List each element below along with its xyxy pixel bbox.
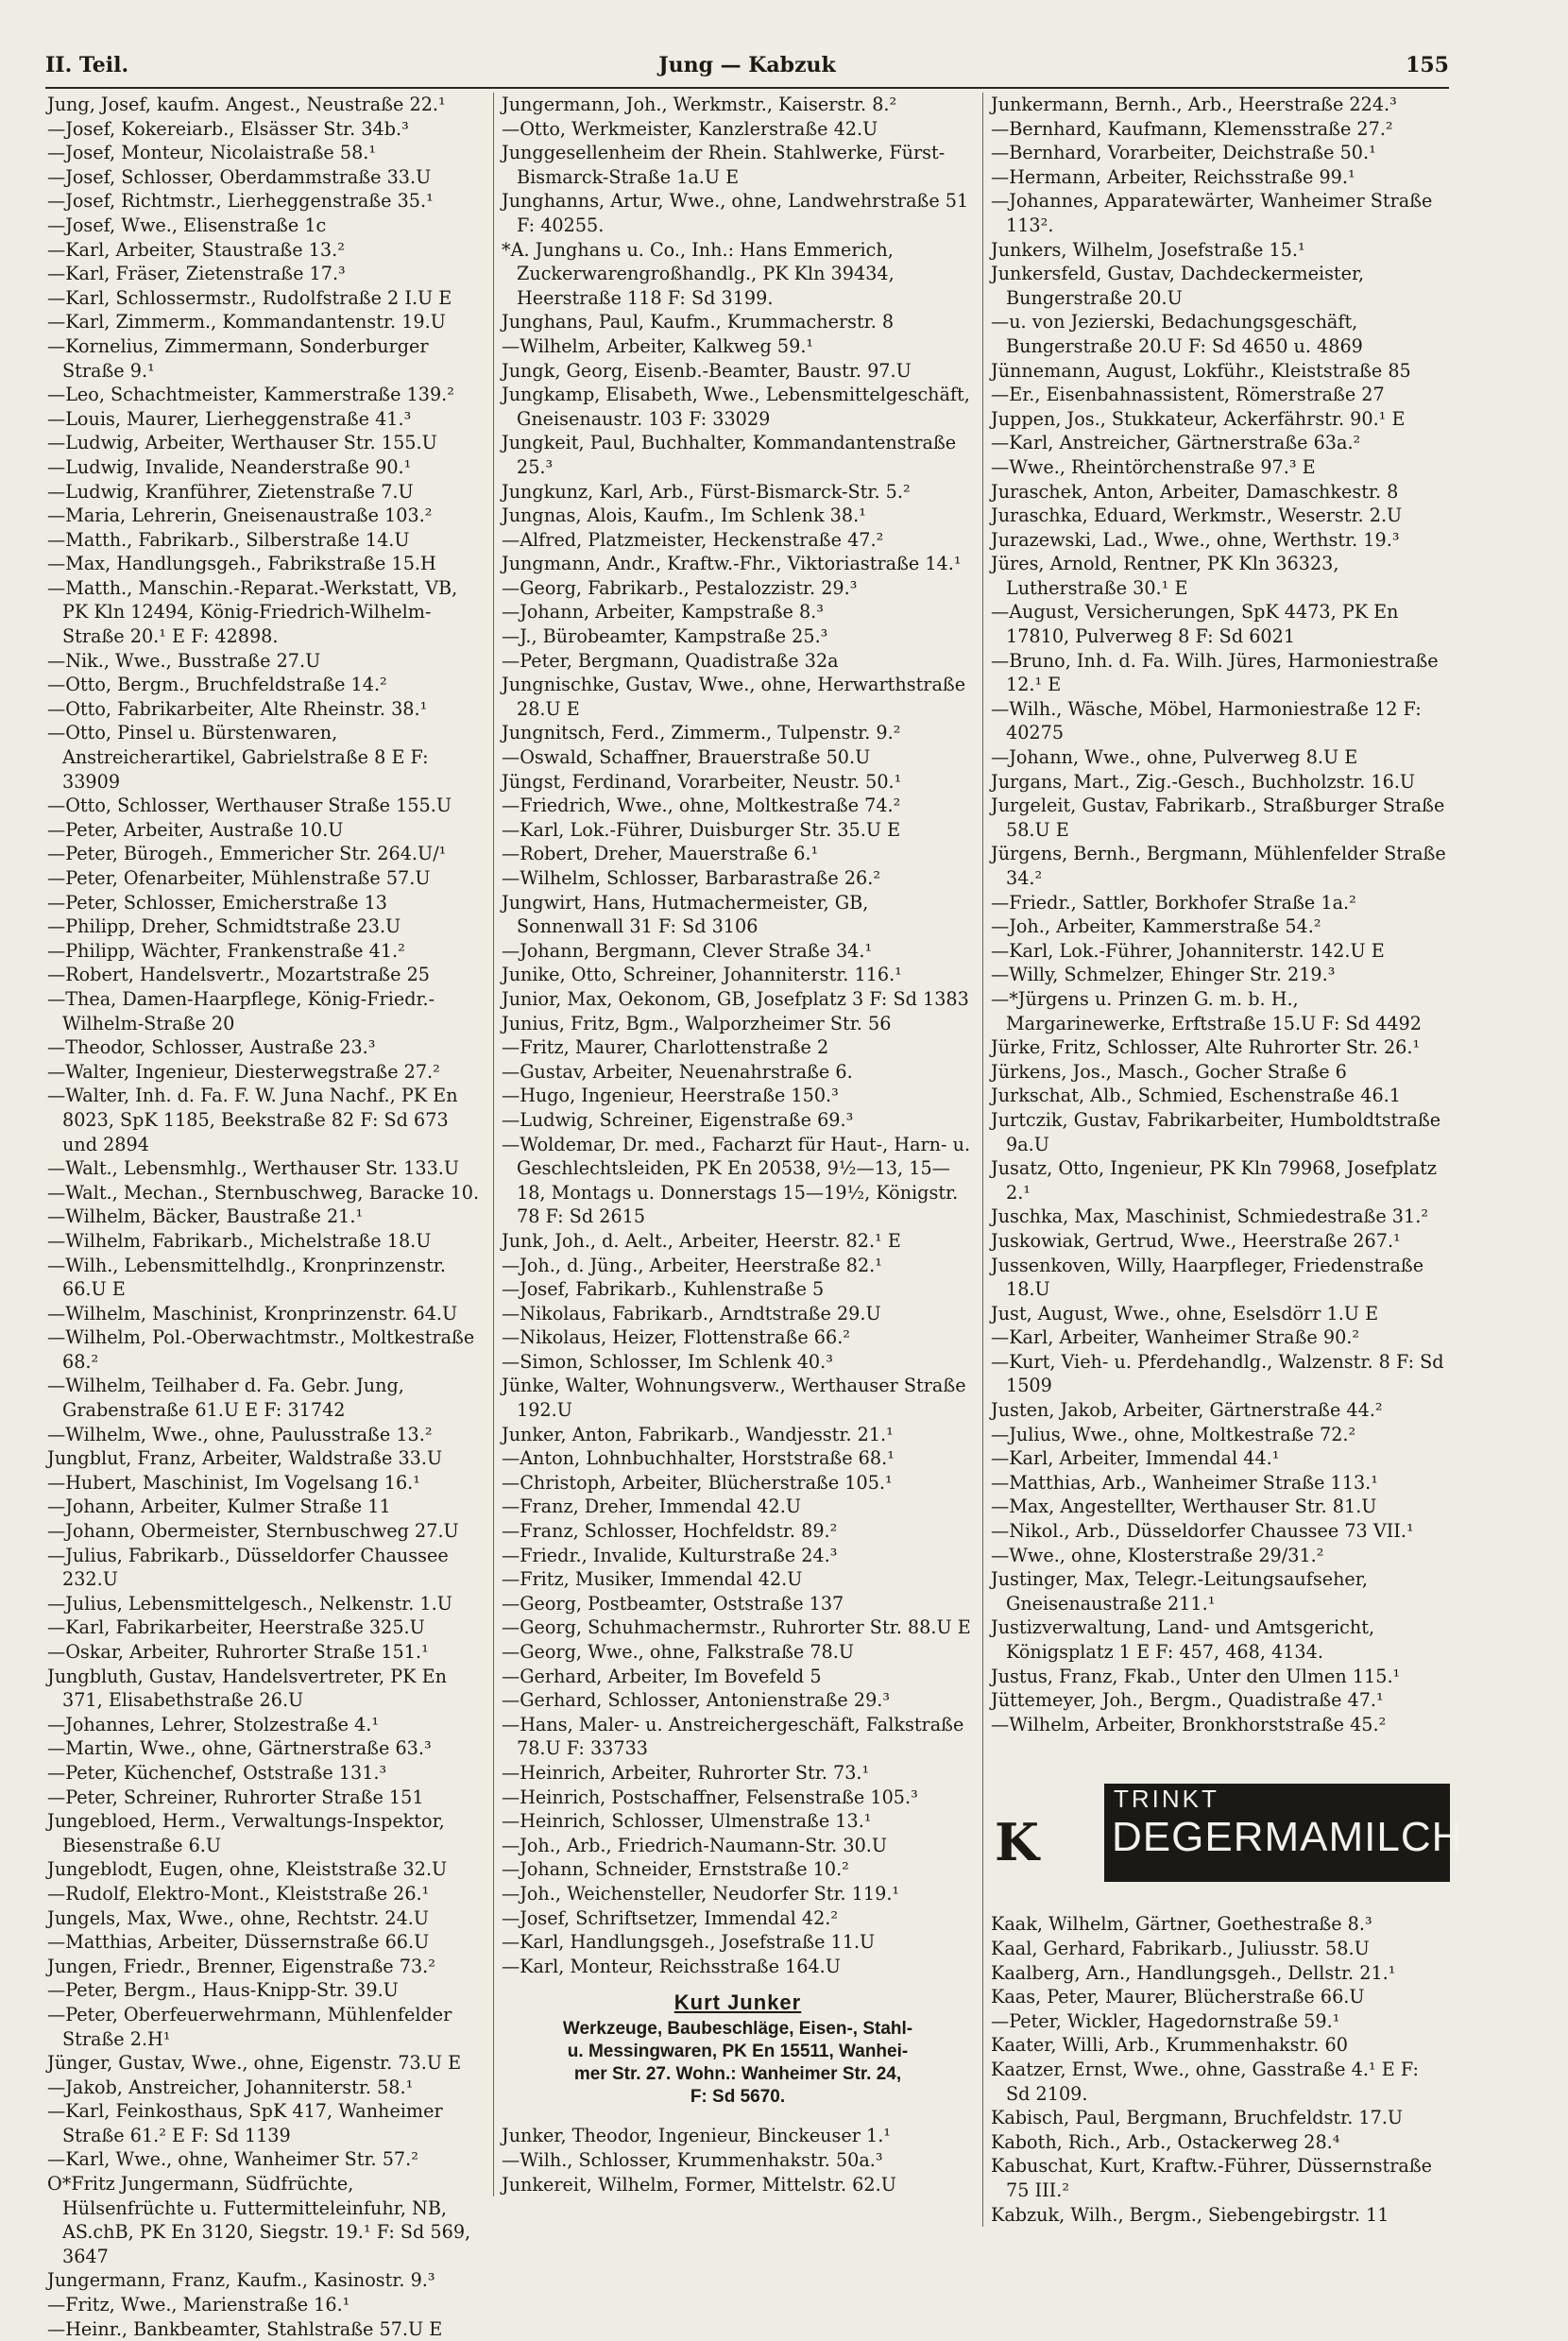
directory-entry: —Friedr., Invalide, Kulturstraße 24.³ [502, 1544, 838, 1566]
directory-entry: —Johann, Obermeister, Sternbuschweg 27.U [47, 1520, 459, 1543]
column-2 [493, 93, 974, 2196]
directory-entry: —Peter, Bergmann, Quadistraße 32a [502, 649, 839, 672]
directory-entry: —Peter, Schreiner, Ruhrorter Straße 151 [47, 1786, 424, 1808]
directory-entry: Jürgens, Bernh., Bergmann, Mühlenfelder Straße 34.² [991, 843, 1446, 889]
directory-entry: Juppen, Jos., Stukkateur, Ackerfährstr. 90.¹ E [991, 407, 1406, 430]
directory-entry: —Julius, Wwe., ohne, Moltkestraße 72.² [991, 1423, 1356, 1445]
directory-entry: —Otto, Werkmeister, Kanzlerstraße 42.U [502, 117, 878, 140]
directory-entry: Jungermann, Franz, Kaufm., Kasinostr. 9.³ [47, 2269, 435, 2292]
directory-entry: Junkersfeld, Gustav, Dachdeckermeister, Bungerstraße 20.U [991, 263, 1365, 309]
directory-entry: Jungk, Georg, Eisenb.-Beamter, Baustr. 97.U [502, 359, 912, 382]
directory-entry: Kabuschat, Kurt, Kraftw.-Führer, Düssernstraße 75 III.² [991, 2155, 1433, 2201]
directory-entry: —Josef, Kokereiarb., Elsässer Str. 34b.³ [47, 117, 409, 140]
directory-entry: —Friedr., Sattler, Borkhofer Straße 1a.² [991, 891, 1356, 914]
directory-entry: O*Fritz Jungermann, Südfrüchte, Hülsenfrüchte u. Futtermitteleinfuhr, NB, AS.chB, PK En 3120, Siegstr. 19.¹ F: Sd 569, 3647 [47, 2173, 471, 2267]
directory-entry: —Johann, Schneider, Ernststraße 10.² [502, 1858, 849, 1881]
directory-entry: —Wilhelm, Bäcker, Baustraße 21.¹ [47, 1205, 364, 1228]
directory-entry: —Wilhelm, Fabrikarb., Michelstraße 18.U [47, 1229, 432, 1252]
directory-entry: —Joh., Weichensteller, Neudorfer Str. 119.¹ [502, 1882, 900, 1905]
directory-entry: Jungebloed, Herm., Verwaltungs-Inspektor, Biesenstraße 6.U [47, 1810, 445, 1856]
directory-entry: —Bernhard, Vorarbeiter, Deichstraße 50.¹ [991, 142, 1376, 164]
directory-entry: Kaater, Willi, Arb., Krummenhakstr. 60 [991, 2034, 1348, 2057]
directory-entry: Jungkeit, Paul, Buchhalter, Kommandantenstraße 25.³ [502, 432, 957, 478]
directory-entry: Jungermann, Joh., Werkmstr., Kaiserstr. 8.² [502, 94, 897, 115]
directory-entry: —Josef, Wwe., Elisenstraße 1c [47, 214, 327, 236]
directory-entry: —Rudolf, Elektro-Mont., Kleiststraße 26.¹ [47, 1882, 430, 1905]
directory-entry: —Johannes, Lehrer, Stolzestraße 4.¹ [47, 1713, 380, 1735]
directory-entry: —Heinrich, Arbeiter, Ruhrorter Str. 73.¹ [502, 1761, 870, 1784]
directory-entry: Jürke, Fritz, Schlosser, Alte Ruhrorter Str. 26.¹ [991, 1036, 1421, 1059]
directory-entry: —Alfred, Platzmeister, Heckenstraße 47.² [502, 528, 884, 551]
directory-entry: —Julius, Lebensmittelgesch., Nelkenstr. 1.U [47, 1592, 452, 1615]
directory-entry: Kabisch, Paul, Bergmann, Bruchfeldstr. 17.U [991, 2107, 1404, 2129]
directory-entry: Jungwirt, Hans, Hutmachermeister, GB, Sonnenwall 31 F: Sd 3106 [502, 891, 869, 938]
directory-entry: —Josef, Schriftsetzer, Immendal 42.² [502, 1906, 839, 1929]
directory-entry: Jüngst, Ferdinand, Vorarbeiter, Neustr. 50.¹ [502, 770, 902, 793]
directory-entry: Juraschka, Eduard, Werkmstr., Weserstr. 2.U [991, 504, 1403, 527]
directory-entry: —Gerhard, Arbeiter, Im Bovefeld 5 [502, 1665, 822, 1687]
directory-entry: —Joh., Arbeiter, Kammerstraße 54.² [991, 915, 1321, 938]
directory-entry: —Georg, Wwe., ohne, Falkstraße 78.U [502, 1641, 855, 1663]
directory-entry: Junker, Theodor, Ingenieur, Binckeuser 1.¹ [502, 2125, 892, 2147]
directory-entry: Justinger, Max, Telegr.-Leitungsaufseher, Gneisenaustraße 211.¹ [991, 1568, 1368, 1615]
directory-entry: —Josef, Schlosser, Oberdammstraße 33.U [47, 165, 432, 188]
directory-entry: —J., Bürobeamter, Kampstraße 25.³ [502, 625, 828, 648]
directory-entry: Junggesellenheim der Rhein. Stahlwerke, Fürst-Bismarck-Straße 1a.U E [502, 142, 946, 188]
directory-entry: —Julius, Fabrikarb., Düsseldorfer Chaussee 232.U [47, 1544, 449, 1591]
directory-entry: —Nikolaus, Heizer, Flottenstraße 66.² [502, 1326, 851, 1349]
directory-entry: Kaatzer, Ernst, Wwe., ohne, Gasstraße 4.¹ E F: Sd 2109. [991, 2058, 1419, 2105]
directory-entry: —Franz, Dreher, Immendal 42.U [502, 1495, 801, 1518]
directory-entry: —Hermann, Arbeiter, Reichsstraße 99.¹ [991, 165, 1355, 188]
directory-entry: Jung, Josef, kaufm. Angest., Neustraße 22.¹ [47, 94, 446, 115]
directory-entry: Jüres, Arnold, Rentner, PK Kln 36323, Lutherstraße 30.¹ E [991, 553, 1339, 599]
directory-entry: Jussenkoven, Willy, Haarpfleger, Friedenstraße 18.U [991, 1254, 1424, 1301]
directory-entry: —Matth., Manschin.-Reparat.-Werkstatt, VB, PK Kln 12494, König-Friedrich-Wilhelm-Straße 20.¹ E F: 42898. [47, 576, 458, 648]
directory-entry: —*Jürgens u. Prinzen G. m. b. H., Margarinewerke, Erftstraße 15.U F: Sd 4492 [991, 987, 1422, 1034]
directory-entry: —Leo, Schachtmeister, Kammerstraße 139.² [47, 384, 454, 406]
directory-entry: —Hans, Maler- u. Anstreichergeschäft, Falkstraße 78.U F: 33733 [502, 1713, 964, 1760]
directory-entry: —Karl, Wwe., ohne, Wanheimer Str. 57.² [47, 2148, 418, 2171]
directory-entry: —Gerhard, Schlosser, Antonienstraße 29.³ [502, 1689, 891, 1712]
directory-entry: Junghanns, Artur, Wwe., ohne, Landwehrstraße 51 F: 40255. [502, 190, 969, 236]
directory-entry: Jungkunz, Karl, Arb., Fürst-Bismarck-Str. 5.² [502, 480, 911, 503]
ad-line: mer Str. 27. Wohn.: Wanheimer Str. 24, [573, 2064, 902, 2085]
directory-entry: Jurgeleit, Gustav, Fabrikarb., Straßburger Straße 58.U E [991, 795, 1445, 841]
directory-entry: —Ludwig, Kranführer, Zietenstraße 7.U [47, 480, 414, 503]
directory-entry: —Matth., Fabrikarb., Silberstraße 14.U [47, 528, 410, 551]
directory-entry: Justizverwaltung, Land- und Amtsgericht, Königsplatz 1 E F: 457, 468, 4134. [991, 1616, 1375, 1663]
directory-entry: —Peter, Arbeiter, Austraße 10.U [47, 818, 344, 841]
directory-entry: —Wilhelm, Pol.-Oberwachtmstr., Moltkestraße 68.² [47, 1326, 475, 1373]
directory-entry: —Oskar, Arbeiter, Ruhrorter Straße 151.¹ [47, 1641, 429, 1663]
directory-entry: —Heinrich, Postschaffner, Felsenstraße 105.³ [502, 1786, 918, 1808]
directory-entry: —Ludwig, Schreiner, Eigenstraße 69.³ [502, 1108, 854, 1131]
directory-entry: —Peter, Ofenarbeiter, Mühlenstraße 57.U [47, 867, 431, 889]
directory-entry: Just, August, Wwe., ohne, Eselsdörr 1.U E [991, 1302, 1379, 1324]
directory-entry: —Philipp, Dreher, Schmidtstraße 23.U [47, 915, 401, 938]
ad-line: F: Sd 5670. [690, 2087, 786, 2108]
directory-entry: Kaak, Wilhelm, Gärtner, Goethestraße 8.³ [991, 1913, 1372, 1936]
directory-entry: —Matthias, Arb., Wanheimer Straße 113.¹ [991, 1471, 1378, 1494]
directory-entry: —Louis, Maurer, Lierheggenstraße 41.³ [47, 407, 412, 430]
directory-entry: —Karl, Arbeiter, Wanheimer Straße 90.² [991, 1326, 1360, 1349]
directory-entry: —Walt., Lebensmhlg., Werthauser Str. 133.U [47, 1157, 460, 1180]
directory-entry: Kaalberg, Arn., Handlungsgeh., Dellstr. 21.¹ [991, 1961, 1396, 1984]
directory-entry: —Josef, Richtmstr., Lierheggenstraße 35.¹ [47, 190, 434, 213]
directory-entry: —Peter, Oberfeuerwehrmann, Mühlenfelder Straße 2.H¹ [47, 2003, 452, 2050]
directory-entry: —Max, Angestellter, Werthauser Str. 81.U [991, 1495, 1377, 1518]
directory-entry: —Johannes, Apparatewärter, Wanheimer Straße 113². [991, 190, 1433, 236]
directory-entry: —Karl, Anstreicher, Gärtnerstraße 63a.² [991, 432, 1361, 454]
directory-entry: —Willy, Schmelzer, Ehinger Str. 219.³ [991, 964, 1336, 986]
directory-entry: —Franz, Schlosser, Hochfeldstr. 89.² [502, 1520, 838, 1543]
directory-entry: Juskowiak, Gertrud, Wwe., Heerstraße 267.¹ [991, 1229, 1401, 1252]
degermamilch-advertisement [991, 1784, 1463, 1888]
directory-entry: —Thea, Damen-Haarpflege, König-Friedr.-Wilhelm-Straße 20 [47, 987, 435, 1034]
directory-entry: —Johann, Bergmann, Clever Straße 34.¹ [502, 939, 873, 962]
directory-entry: —Max, Handlungsgeh., Fabrikstraße 15.H [47, 553, 436, 575]
directory-entry: Jünke, Walter, Wohnungsverw., Werthauser Straße 192.U [502, 1375, 966, 1422]
directory-entry: —Fritz, Wwe., Marienstraße 16.¹ [47, 2294, 350, 2316]
directory-entry: —Peter, Wickler, Hagedornstraße 59.¹ [991, 2009, 1340, 2032]
directory-entry: Junker, Anton, Fabrikarb., Wandjesstr. 21.¹ [502, 1423, 894, 1445]
directory-entry: —Georg, Schuhmachermstr., Ruhrorter Str. 88.U E [502, 1616, 971, 1639]
directory-entry: —Josef, Monteur, Nicolaistraße 58.¹ [47, 142, 377, 164]
directory-entry: —Otto, Pinsel u. Bürstenwaren, Anstreicherartikel, Gabrielstraße 8 E F: 33909 [47, 722, 429, 793]
directory-entry: —Wwe., ohne, Klosterstraße 29/31.² [991, 1544, 1324, 1566]
directory-entry: —Johann, Arbeiter, Kulmer Straße 11 [47, 1495, 391, 1518]
directory-entry: —Walt., Mechan., Sternbuschweg, Baracke 10. [47, 1181, 480, 1204]
directory-entry: —Jakob, Anstreicher, Johanniterstr. 58.¹ [47, 2076, 414, 2098]
ad-brand-name: DEGERMAMILCH [1112, 1814, 1463, 1861]
directory-entry: Juschka, Max, Maschinist, Schmiedestraße 31.² [991, 1205, 1429, 1228]
directory-entry: Jungnischke, Gustav, Wwe., ohne, Herwarthstraße 28.U E [502, 674, 966, 720]
directory-entry: Jurtczik, Gustav, Fabrikarbeiter, Humboldtstraße 9a.U [991, 1108, 1441, 1155]
ad-line: Werkzeuge, Baubeschläge, Eisen-, Stahl- [562, 2019, 913, 2040]
directory-entry: —Er., Eisenbahnassistent, Römerstraße 27 [991, 384, 1385, 406]
directory-entry: Junkermann, Bernh., Arb., Heerstraße 224.³ [991, 94, 1397, 115]
directory-entry: —Karl, Arbeiter, Immendal 44.¹ [991, 1447, 1280, 1470]
directory-entry: —Ludwig, Arbeiter, Werthauser Str. 155.U [47, 432, 437, 454]
directory-entry: —Karl, Schlossermstr., Rudolfstraße 2 I.U E [47, 286, 452, 309]
column-1 [47, 93, 480, 2341]
directory-entry: —Johann, Wwe., ohne, Pulverweg 8.U E [991, 746, 1358, 769]
kurt-junker-advertisement [502, 1991, 974, 2109]
directory-entry: Jungen, Friedr., Brenner, Eigenstraße 73.² [47, 1955, 435, 1977]
directory-entry: Kaas, Peter, Maurer, Blücherstraße 66.U [991, 1986, 1365, 2008]
directory-entry: —Karl, Fräser, Zietenstraße 17.³ [47, 263, 346, 285]
directory-entry: Kaal, Gerhard, Fabrikarb., Juliusstr. 58.U [991, 1937, 1370, 1959]
directory-entry: —Bernhard, Kaufmann, Klemensstraße 27.² [991, 117, 1393, 140]
directory-entry: Junk, Joh., d. Aelt., Arbeiter, Heerstr. 82.¹ E [502, 1229, 901, 1252]
directory-entry: Jungmann, Andr., Kraftw.-Fhr., Viktoriastraße 14.¹ [502, 553, 962, 575]
directory-entry: —Otto, Fabrikarbeiter, Alte Rheinstr. 38.¹ [47, 697, 428, 720]
directory-entry: —Hugo, Ingenieur, Heerstraße 150.³ [502, 1085, 839, 1107]
part-label: II. Teil. [45, 53, 129, 77]
directory-entry: Jungnas, Alois, Kaufm., Im Schlenk 38.¹ [502, 504, 866, 527]
ad-banner [1104, 1784, 1463, 1882]
directory-entry: Jurkschat, Alb., Schmied, Eschenstraße 46.1 [991, 1085, 1401, 1107]
column-3 [982, 93, 1463, 2227]
directory-entry: —Karl, Monteur, Reichsstraße 164.U [502, 1955, 841, 1977]
directory-entry: Jürkens, Jos., Masch., Gocher Straße 6 [991, 1060, 1347, 1083]
directory-entry: —Heinr., Bankbeamter, Stahlstraße 57.U E [47, 2317, 443, 2340]
ad-slogan: TRINKT [1114, 1785, 1219, 1814]
directory-entry: —Theodor, Schlosser, Austraße 23.³ [47, 1036, 376, 1059]
directory-entry: —Martin, Wwe., ohne, Gärtnerstraße 63.³ [47, 1737, 432, 1760]
directory-entry: —Bruno, Inh. d. Fa. Wilh. Jüres, Harmoniestraße 12.¹ E [991, 649, 1439, 696]
directory-entry: —August, Versicherungen, SpK 4473, PK En 17810, Pulverweg 8 F: Sd 6021 [991, 601, 1399, 648]
directory-entry: —Robert, Dreher, Mauerstraße 6.¹ [502, 843, 819, 865]
page-header [45, 49, 1449, 89]
directory-entry: —Woldemar, Dr. med., Facharzt für Haut-, Harn- u. Geschlechtsleiden, PK En 20538, 9½—13, 15—18, Montags u. Donnerstags 15—19½, Königstr. 78 F: Sd 2615 [502, 1133, 971, 1228]
directory-entry: —Fritz, Musiker, Immendal 42.U [502, 1568, 803, 1591]
ad-company-name: Kurt Junker [673, 1991, 802, 2015]
directory-entry: Jungels, Max, Wwe., ohne, Rechtstr. 24.U [47, 1906, 430, 1929]
directory-entry: —Wilh., Schlosser, Krummenhakstr. 50a.³ [502, 2148, 883, 2171]
directory-entry: —Georg, Postbeamter, Oststraße 137 [502, 1592, 844, 1615]
directory-entry: Justus, Franz, Fkab., Unter den Ulmen 115.¹ [991, 1665, 1401, 1687]
directory-entry: —Wilhelm, Wwe., ohne, Paulusstraße 13.² [47, 1423, 433, 1445]
directory-entry: —Peter, Bürogeh., Emmericher Str. 264.U/¹ [47, 843, 447, 865]
directory-entry: —Peter, Küchenchef, Oststraße 131.³ [47, 1761, 387, 1784]
directory-entry: —Karl, Handlungsgeh., Josefstraße 11.U [502, 1931, 876, 1954]
directory-entry: *A. Junghans u. Co., Inh.: Hans Emmerich, Zuckerwarengroßhandlg., PK Kln 39434, Heerstraße 118 F: Sd 3199. [502, 238, 895, 309]
directory-entry: —Karl, Arbeiter, Staustraße 13.² [47, 238, 345, 261]
directory-entry: Jünger, Gustav, Wwe., ohne, Eigenstr. 73.U E [47, 2052, 462, 2075]
directory-entry: Kaboth, Rich., Arb., Ostackerweg 28.⁴ [991, 2130, 1340, 2153]
directory-entry: Jusatz, Otto, Ingenieur, PK Kln 79968, Josefplatz 2.¹ [991, 1157, 1438, 1204]
directory-entry: —Heinrich, Schlosser, Ulmenstraße 13.¹ [502, 1810, 872, 1833]
directory-entry: Justen, Jakob, Arbeiter, Gärtnerstraße 44.² [991, 1399, 1383, 1422]
directory-entry: —Johann, Arbeiter, Kampstraße 8.³ [502, 601, 824, 624]
directory-entry: —Wilhelm, Arbeiter, Bronkhorststraße 45.² [991, 1713, 1387, 1735]
directory-entry: Junghans, Paul, Kaufm., Krummacherstr. 8 [502, 311, 895, 333]
directory-entry: —Gustav, Arbeiter, Neuenahrstraße 6. [502, 1060, 853, 1083]
range-title: Jung — Kabzuk [658, 53, 836, 77]
directory-entry: —u. von Jezierski, Bedachungsgeschäft, Bungerstraße 20.U F: Sd 4650 u. 4869 [991, 311, 1363, 357]
directory-entry: —Oswald, Schaffner, Brauerstraße 50.U [502, 746, 871, 769]
directory-entry: —Wwe., Rheintörchenstraße 97.³ E [991, 455, 1316, 478]
directory-entry: —Wilhelm, Schlosser, Barbarastraße 26.² [502, 867, 881, 889]
directory-entry: —Nik., Wwe., Busstraße 27.U [47, 649, 321, 672]
directory-entry: Junior, Max, Oekonom, GB, Josefplatz 3 F: Sd 1383 [502, 987, 969, 1010]
page-number: 155 [1406, 53, 1449, 77]
directory-entry: —Peter, Schlosser, Emicherstraße 13 [47, 891, 387, 914]
directory-entry: —Kurt, Vieh- u. Pferdehandlg., Walzenstr. 8 F: Sd 1509 [991, 1350, 1444, 1397]
directory-entry: —Fritz, Maurer, Charlottenstraße 2 [502, 1036, 829, 1059]
directory-entry: Jüttemeyer, Joh., Bergm., Quadistraße 47.¹ [991, 1689, 1384, 1712]
directory-entry: —Nikol., Arb., Düsseldorfer Chaussee 73 VII.¹ [991, 1520, 1414, 1543]
directory-entry: —Wilh., Lebensmittelhdlg., Kronprinzenstr. 66.U E [47, 1254, 446, 1301]
directory-entry: —Georg, Fabrikarb., Pestalozzistr. 29.³ [502, 576, 858, 599]
directory-entry: Junike, Otto, Schreiner, Johanniterstr. 116.¹ [502, 964, 902, 986]
directory-entry: —Otto, Schlosser, Werthauser Straße 155.U [47, 795, 452, 817]
directory-entry: Jungbluth, Gustav, Handelsvertreter, PK En 371, Elisabethstraße 26.U [47, 1665, 447, 1712]
brand-logo: K [995, 1812, 1039, 1873]
directory-entry: —Karl, Zimmerm., Kommandantenstr. 19.U [47, 311, 446, 333]
directory-entry: Jungeblodt, Eugen, ohne, Kleiststraße 32.U [47, 1858, 448, 1881]
directory-entry: —Josef, Fabrikarb., Kuhlenstraße 5 [502, 1278, 825, 1301]
directory-entry: —Karl, Feinkosthaus, SpK 417, Wanheimer Straße 61.² E F: Sd 1139 [47, 2100, 443, 2146]
directory-entry: Junkereit, Wilhelm, Former, Mittelstr. 62.U [502, 2173, 896, 2196]
ad-line: u. Messingwaren, PK En 15511, Wanhei- [567, 2042, 909, 2062]
directory-entry: —Wilhelm, Maschinist, Kronprinzenstr. 64.U [47, 1302, 458, 1324]
directory-entry: —Karl, Lok.-Führer, Johanniterstr. 142.U E [991, 939, 1385, 962]
directory-entry: —Maria, Lehrerin, Gneisenaustraße 103.² [47, 504, 433, 527]
directory-entry: —Simon, Schlosser, Im Schlenk 40.³ [502, 1350, 833, 1373]
directory-entry: Jurgans, Mart., Zig.-Gesch., Buchholzstr. 16.U [991, 770, 1416, 793]
directory-entry: —Joh., d. Jüng., Arbeiter, Heerstraße 82.¹ [502, 1254, 882, 1276]
directory-entry: —Wilh., Wäsche, Möbel, Harmoniestraße 12 F: 40275 [991, 697, 1422, 744]
directory-entry: Juraschek, Anton, Arbeiter, Damaschkestr. 8 [991, 480, 1399, 503]
directory-entry: Jungnitsch, Ferd., Zimmerm., Tulpenstr. 9.² [502, 722, 901, 744]
directory-entry: —Kornelius, Zimmermann, Sonderburger Straße 9.¹ [47, 334, 429, 382]
directory-entry: —Friedrich, Wwe., ohne, Moltkestraße 74.² [502, 795, 901, 817]
directory-entry: Junkers, Wilhelm, Josefstraße 15.¹ [991, 238, 1305, 261]
directory-entry: —Matthias, Arbeiter, Düssernstraße 66.U [47, 1931, 430, 1954]
directory-entry: —Karl, Lok.-Führer, Duisburger Str. 35.U E [502, 818, 901, 841]
directory-entry: —Anton, Lohnbuchhalter, Horststraße 68.¹ [502, 1447, 895, 1470]
directory-entry: Jurazewski, Lad., Wwe., ohne, Werthstr. 19.³ [991, 528, 1400, 551]
directory-entry: —Philipp, Wächter, Frankenstraße 41.² [47, 939, 405, 962]
directory-entry: —Christoph, Arbeiter, Blücherstraße 105.¹ [502, 1471, 893, 1494]
directory-entry: Jungkamp, Elisabeth, Wwe., Lebensmittelgeschäft, Gneisenaustr. 103 F: 33029 [502, 384, 970, 430]
directory-entry: —Walter, Ingenieur, Diesterwegstraße 27.² [47, 1060, 440, 1083]
directory-entry: —Nikolaus, Fabrikarb., Arndtstraße 29.U [502, 1302, 881, 1324]
directory-entry: Kabzuk, Wilh., Bergm., Siebengebirgstr. 11 [991, 2203, 1389, 2226]
directory-entry: —Hubert, Maschinist, Im Vogelsang 16.¹ [47, 1471, 420, 1494]
directory-entry: —Ludwig, Invalide, Neanderstraße 90.¹ [47, 455, 412, 478]
directory-entry: Junius, Fritz, Bgm., Walporzheimer Str. 56 [502, 1012, 892, 1034]
directory-entry: —Robert, Handelsvertr., Mozartstraße 25 [47, 964, 430, 986]
directory-entry: —Walter, Inh. d. Fa. F. W. Juna Nachf., PK En 8023, SpK 1185, Beekstraße 82 F: Sd 673 und 2894 [47, 1085, 458, 1155]
directory-entry: Jungblut, Franz, Arbeiter, Waldstraße 33.U [47, 1447, 443, 1470]
directory-entry: Jünnemann, August, Lokführ., Kleiststraße 85 [991, 359, 1411, 382]
directory-entry: —Otto, Bergm., Bruchfeldstraße 14.² [47, 674, 387, 696]
directory-entry: —Wilhelm, Arbeiter, Kalkweg 59.¹ [502, 334, 814, 357]
directory-entry: —Wilhelm, Teilhaber d. Fa. Gebr. Jung, Grabenstraße 61.U E F: 31742 [47, 1375, 404, 1422]
directory-entry: —Joh., Arb., Friedrich-Naumann-Str. 30.U [502, 1834, 888, 1856]
directory-entry: —Peter, Bergm., Haus-Knipp-Str. 39.U [47, 1979, 399, 2002]
directory-entry: —Karl, Fabrikarbeiter, Heerstraße 325.U [47, 1616, 425, 1639]
